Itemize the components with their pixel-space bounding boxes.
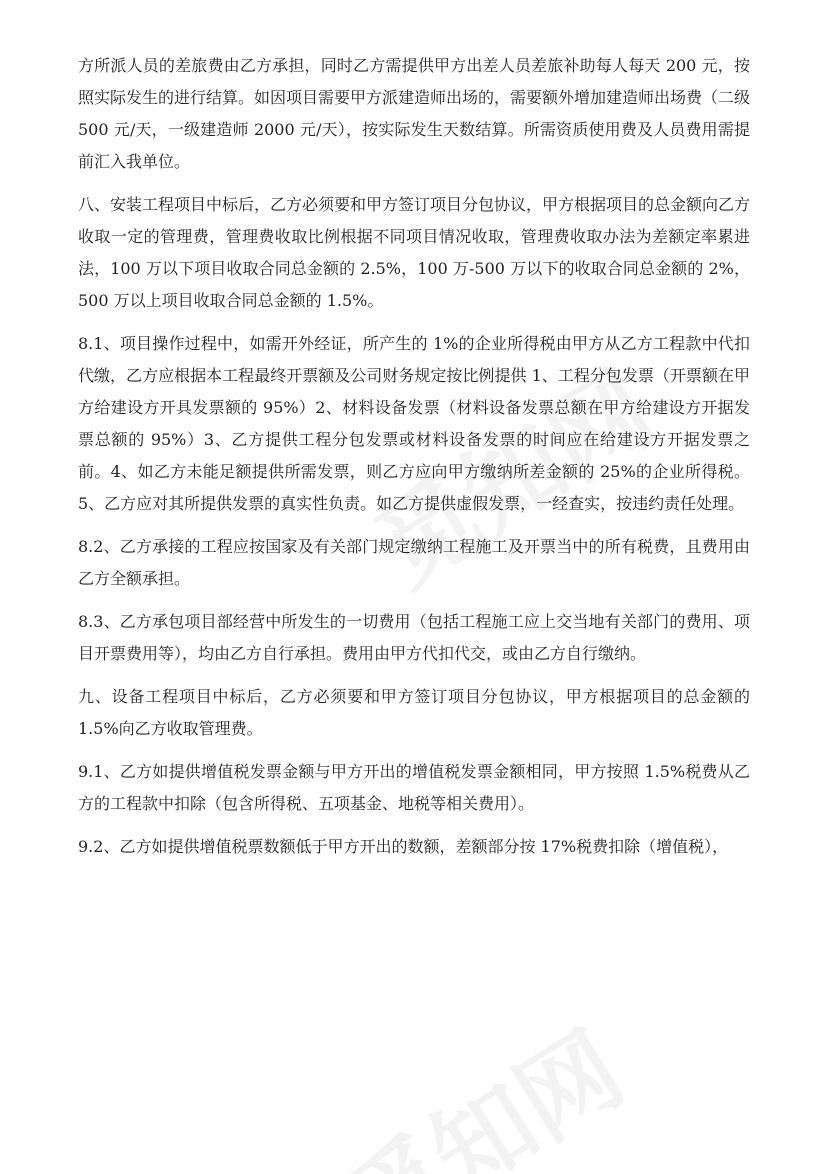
paragraph-section-8-1: 8.1、项目操作过程中，如需开外经证，所产生的 1%的企业所得税由甲方从乙方工程款中代扣代缴，乙方应根据本工程最终开票额及公司财务规定按比例提供 1、工程分包发票（开票额在甲方给建设方开具发票额的 95%）2、材料设备发票（材料设备发票总额在甲方给建设方开据发票总额的 95%）3、乙方提供工程分包发票或材料设备发票的时间应在给建设方开据发票之前。4、如乙方未能足额提供所需发票，则乙方应向甲方缴纳所差金额的 25%的企业所得税。5、乙方应对其所提供发票的真实性负责。如乙方提供虚假发票，一经查实，按违约责任处理。 (78, 334, 750, 513)
document-body (78, 50, 750, 874)
paragraph-section-9: 九、设备工程项目中标后，乙方必须要和甲方签订项目分包协议，甲方根据项目的总金额的 1.5%向乙方收取管理费。 (78, 687, 750, 738)
watermark (315, 991, 646, 1174)
paragraph-section-9-1: 9.1、乙方如提供增值税发票金额与甲方开出的增值税发票金额相同，甲方按照 1.5%税费从乙方的工程款中扣除（包含所得税、五项基金、地税等相关费用）。 (78, 762, 750, 813)
paragraph-section-8: 八、安装工程项目中标后，乙方必须要和甲方签订项目分包协议，甲方根据项目的总金额向乙方收取一定的管理费，管理费收取比例根据不同项目情况收取，管理费收取办法为差额定率累进法，100 万以下项目收取合同总金额的 2.5%，100 万-500 万以下的收取合同总金额的 2%，500 万以上项目收取合同总金额的 1.5%。 (78, 195, 751, 310)
paragraph-section-9-2: 9.2、乙方如提供增值税票数额低于甲方开出的数额，差额部分按 17%税费扣除（增值税）， (78, 837, 729, 856)
paragraph-section-8-2: 8.2、乙方承接的工程应按国家及有关部门规定缴纳工程施工及开票当中的所有税费，且费用由乙方全额承担。 (78, 537, 750, 588)
paragraph-section-8-3: 8.3、乙方承包项目部经营中所发生的一切费用（包括工程施工应上交当地有关部门的费用、项目开票费用等），均由乙方自行承担。费用由甲方代扣代交，或由乙方自行缴纳。 (78, 612, 750, 663)
paragraph-travel-expenses: 方所派人员的差旅费由乙方承担，同时乙方需提供甲方出差人员差旅补助每人每天 200 元，按照实际发生的进行结算。如因项目需要甲方派建造师出场的，需要额外增加建造师出场费（二级 500 元/天，一级建造师 2000 元/天），按实际发生天数结算。所需资质使用费及人员费用需提前汇入我单位。 (78, 56, 751, 171)
